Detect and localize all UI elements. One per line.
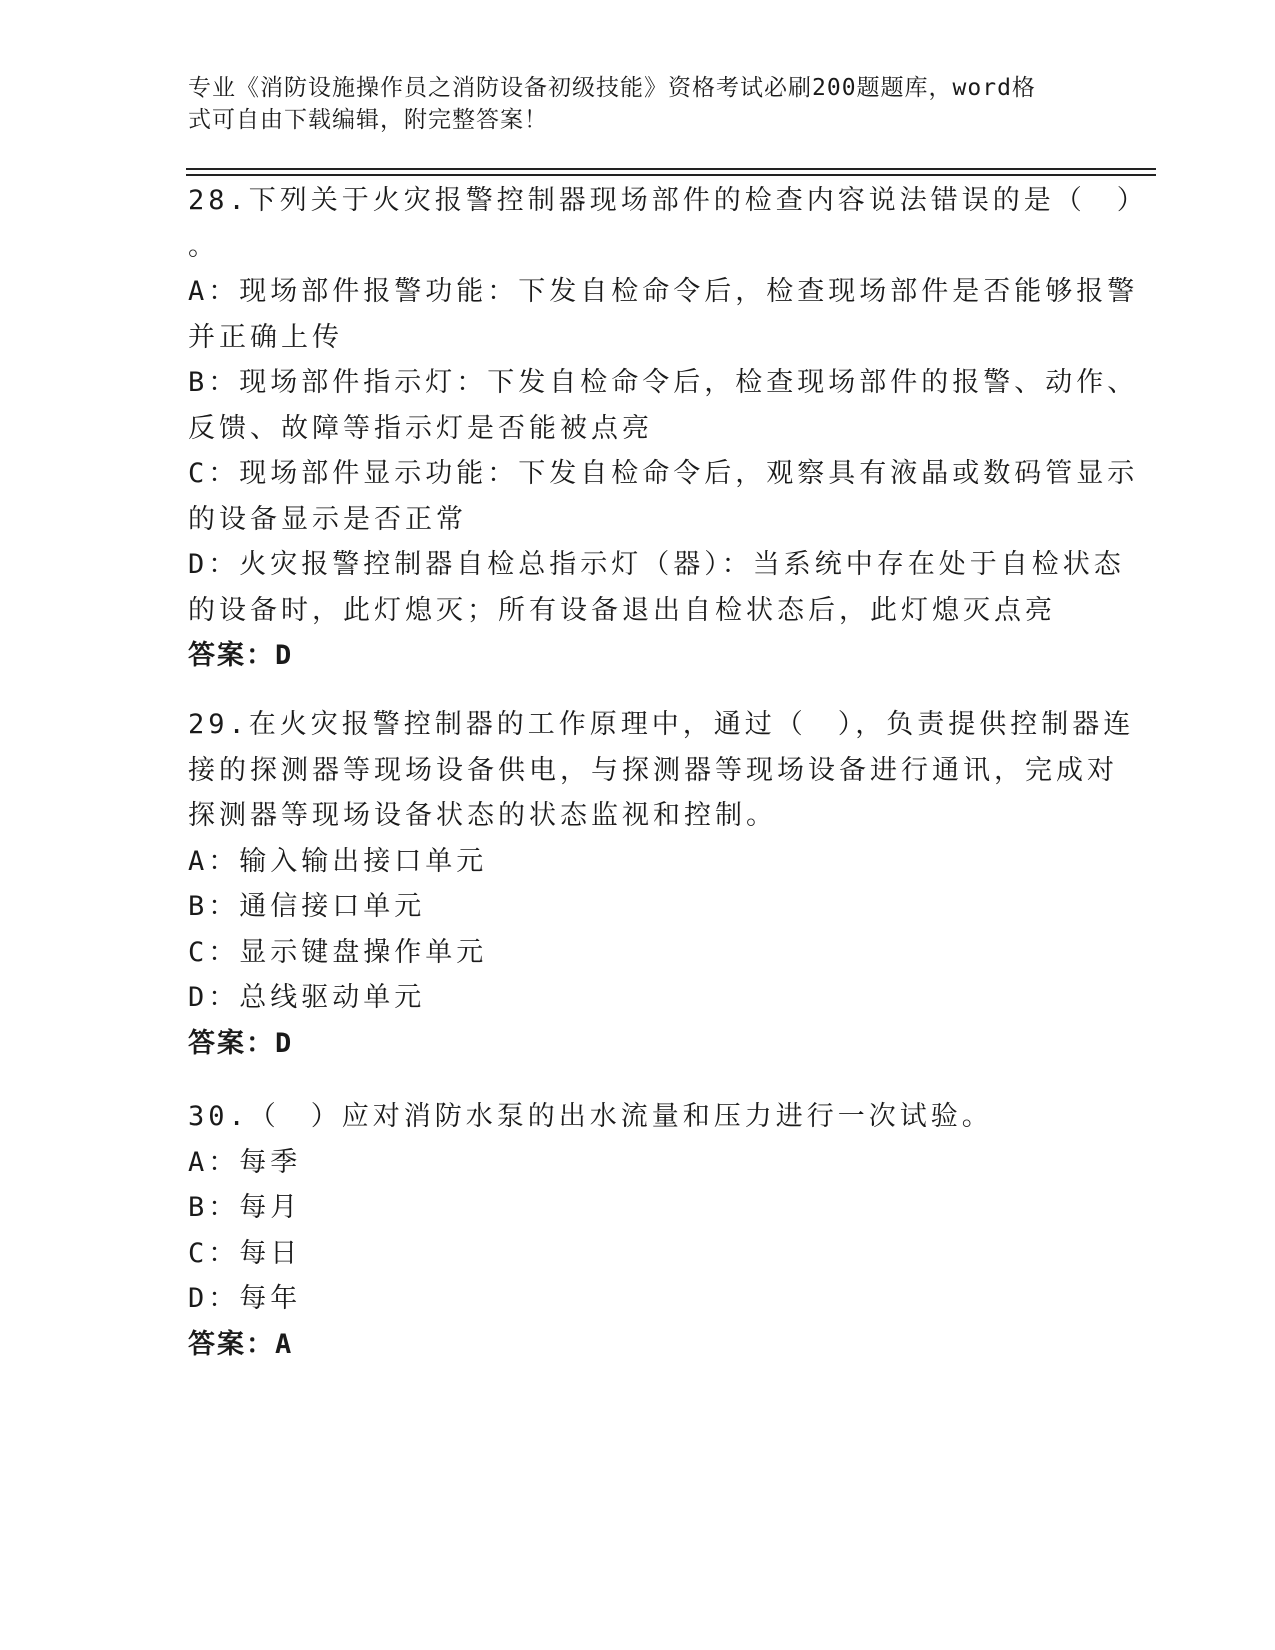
question-stem: 。 [188, 230, 219, 262]
option-c: 的设备显示是否正常 [188, 503, 467, 535]
document-header [188, 72, 1078, 136]
header-divider [186, 174, 1156, 176]
header-divider [186, 168, 1156, 170]
header-line: 式可自由下载编辑，附完整答案！ [188, 107, 548, 133]
option-b: B：每月 [188, 1192, 302, 1223]
question-29 [188, 702, 1135, 1066]
option-b: B：现场部件指示灯：下发自检命令后，检查现场部件的报警、动作、 [188, 367, 1139, 398]
question-30 [188, 1094, 1088, 1367]
option-d: D：火灾报警控制器自检总指示灯（器）：当系统中存在处于自检状态 [188, 549, 1125, 580]
question-stem: 30.（ ）应对消防水泵的出水流量和压力进行一次试验。 [188, 1101, 993, 1132]
answer: 答案：A [188, 1328, 294, 1360]
option-a: A：输入输出接口单元 [188, 845, 488, 877]
question-28 [188, 178, 1148, 679]
question-stem: 29.在火灾报警控制器的工作原理中，通过（ ），负责提供控制器连 [188, 709, 1135, 740]
option-c: C：显示键盘操作单元 [188, 936, 488, 968]
option-c: C：现场部件显示功能：下发自检命令后，观察具有液晶或数码管显示 [188, 458, 1139, 489]
question-stem: 探测器等现场设备状态的状态监视和控制。 [188, 800, 777, 831]
option-a: A：每季 [188, 1146, 302, 1178]
answer: 答案：D [188, 640, 294, 671]
option-d: D：每年 [188, 1283, 302, 1314]
option-c: C：每日 [188, 1237, 302, 1269]
answer: 答案：D [188, 1027, 294, 1059]
question-stem: 28.下列关于火灾报警控制器现场部件的检查内容说法错误的是（ ） [188, 185, 1148, 216]
option-d: D：总线驱动单元 [188, 982, 426, 1013]
header-line: 专业《消防设施操作员之消防设备初级技能》资格考试必刷200题题库，word格 [188, 75, 1036, 101]
option-b: 反馈、故障等指示灯是否能被点亮 [188, 412, 653, 444]
option-a: 并正确上传 [188, 321, 343, 353]
option-a: A：现场部件报警功能：下发自检命令后，检查现场部件是否能够报警 [188, 276, 1139, 307]
option-d: 的设备时，此灯熄灭；所有设备退出自检状态后，此灯熄灭点亮 [188, 594, 1056, 626]
question-stem: 接的探测器等现场设备供电，与探测器等现场设备进行通讯，完成对 [188, 754, 1118, 786]
option-b: B：通信接口单元 [188, 891, 426, 922]
